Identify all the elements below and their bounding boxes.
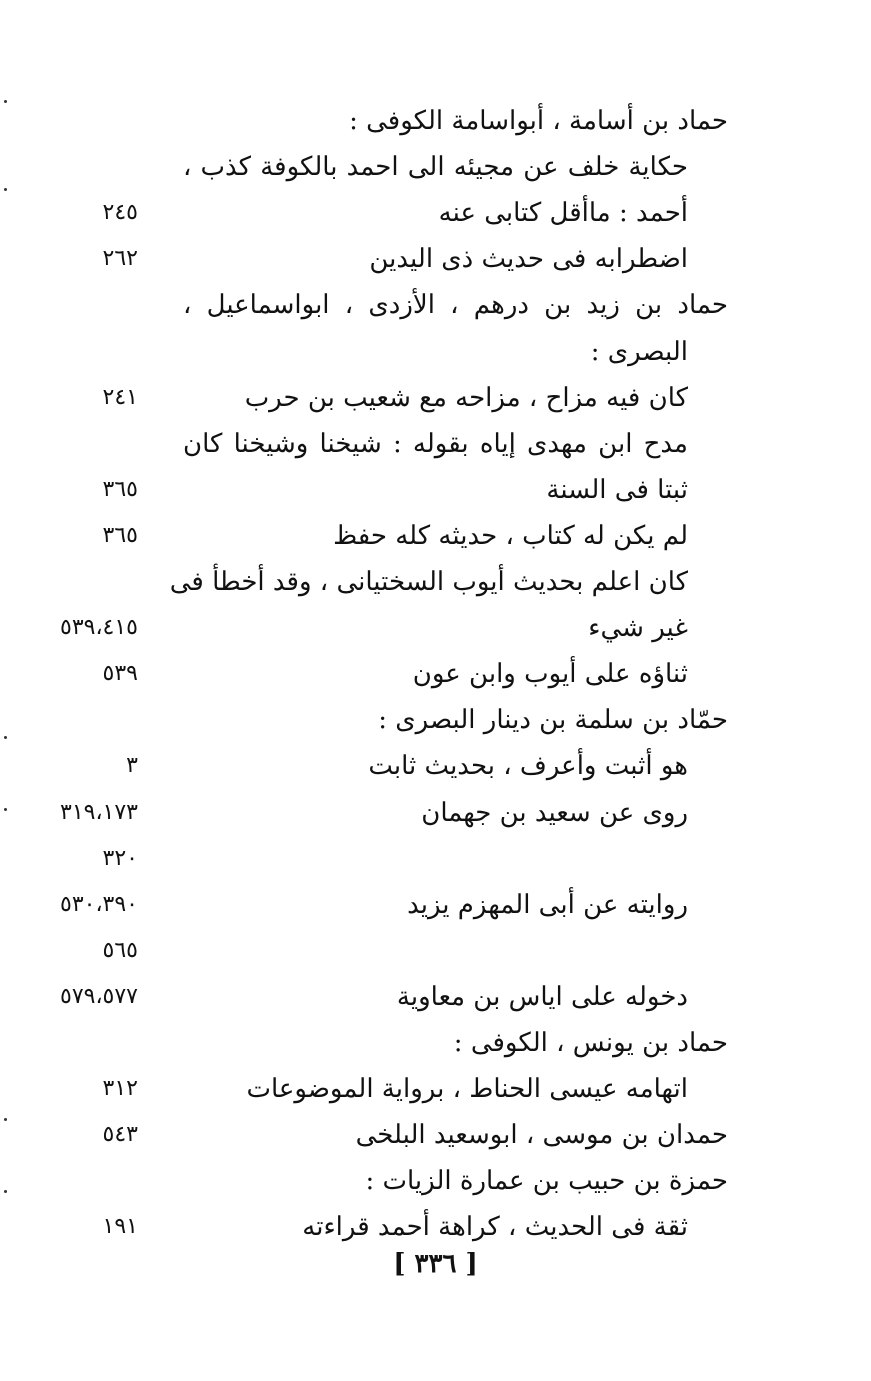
entry-text: ثبتا فى السنة	[546, 474, 688, 505]
index-entry	[0, 190, 871, 236]
entry-text: اتهامه عيسى الحناط ، برواية الموضوعات	[246, 1074, 688, 1105]
index-entry	[0, 882, 871, 928]
entry-page-ref: ٣٦٥	[102, 476, 138, 502]
index-entry	[0, 743, 871, 789]
scan-speck	[4, 188, 7, 191]
index-entry	[0, 1158, 871, 1204]
entry-text: كان اعلم بحديث أيوب السختيانى ، وقد أخطأ فى	[169, 567, 688, 597]
entry-page-ref: ٥٧٩،٥٧٧	[60, 983, 138, 1009]
index-entry	[0, 467, 871, 513]
index-entry	[0, 836, 871, 882]
scan-speck	[4, 1118, 7, 1121]
index-entry	[0, 421, 871, 467]
entry-heading: حمزة بن حبيب بن عمارة الزيات :	[365, 1166, 728, 1197]
entry-text: ثناؤه على أيوب وابن عون	[412, 659, 688, 690]
entry-heading: حماد بن يونس ، الكوفى :	[453, 1028, 728, 1058]
index-entry	[0, 559, 871, 605]
page-number: [ ٣٣٦ ]	[393, 1249, 478, 1279]
index-entry	[0, 928, 871, 974]
entry-page-ref: ١٩١	[102, 1214, 138, 1240]
entry-page-ref: ٢٤١	[102, 384, 138, 410]
entry-page-ref: ٢٦٢	[102, 246, 138, 272]
entry-text: أحمد : ماأقل كتابى عنه	[438, 198, 688, 229]
entry-text: حكاية خلف عن مجيئه الى احمد بالكوفة كذب ،	[183, 152, 688, 183]
entry-text: غير شيء	[588, 613, 688, 644]
entry-text: ثقة فى الحديث ، كراهة أحمد قراءته	[302, 1212, 688, 1243]
entry-page-ref: ٣	[126, 753, 138, 779]
entry-page-ref: ٥٦٥	[102, 937, 138, 963]
index-entry	[0, 1020, 871, 1066]
index-entry	[0, 790, 871, 836]
index-entry	[0, 1066, 871, 1112]
entry-page-ref: ٣١٢	[102, 1076, 138, 1102]
entry-text: اضطرابه فى حديث ذى اليدين	[369, 244, 688, 275]
index-entry	[0, 375, 871, 421]
scan-speck	[4, 1190, 7, 1193]
entry-text: البصرى :	[590, 336, 688, 367]
entry-page-ref: ٣٦٥	[102, 522, 138, 548]
index-entry	[0, 697, 871, 743]
index-entry	[0, 974, 871, 1020]
entry-page-ref: ٣٢٠	[102, 845, 138, 871]
scan-speck	[4, 808, 7, 811]
entry-page-ref: ٥٤٣	[102, 1122, 138, 1148]
entry-heading: حماد بن أسامة ، أبواسامة الكوفى :	[349, 106, 728, 136]
entry-text: كان فيه مزاح ، مزاحه مع شعيب بن حرب	[244, 382, 688, 413]
entry-text: روايته عن أبى المهزم يزيد	[407, 889, 688, 920]
index-entry	[0, 1112, 871, 1158]
entry-page-ref: ٣١٩،١٧٣	[60, 799, 138, 825]
entry-text: دخوله على اياس بن معاوية	[396, 981, 688, 1012]
entry-page-ref: ٥٣٩،٤١٥	[60, 615, 138, 641]
index-entry	[0, 144, 871, 190]
entry-page-ref: ٢٤٥	[102, 200, 138, 226]
entry-text: روى عن سعيد بن جهمان	[421, 797, 688, 828]
scan-speck	[4, 736, 7, 739]
entry-page-ref: ٥٣٩	[102, 661, 138, 687]
entry-heading: حماد بن زيد بن درهم ، الأزدى ، ابواسماعيل ،	[183, 290, 728, 321]
entry-heading: حمّاد بن سلمة بن دينار البصرى :	[378, 705, 728, 736]
index-entry	[0, 282, 871, 328]
index-entry	[0, 236, 871, 282]
entry-text: مدح ابن مهدى إياه بقوله : شيخنا وشيخنا كان	[183, 428, 688, 459]
index-entry	[0, 329, 871, 375]
entry-text: لم يكن له كتاب ، حديثه كله حفظ	[333, 520, 688, 551]
index-entry	[0, 98, 871, 144]
entry-heading: حمدان بن موسى ، ابوسعيد البلخى	[355, 1120, 728, 1151]
entry-text: هو أثبت وأعرف ، بحديث ثابت	[368, 751, 688, 782]
index-entry	[0, 605, 871, 651]
index-entry	[0, 651, 871, 697]
scan-speck	[4, 100, 7, 103]
entry-page-ref: ٥٣٠،٣٩٠	[60, 891, 138, 917]
index-entry	[0, 513, 871, 559]
